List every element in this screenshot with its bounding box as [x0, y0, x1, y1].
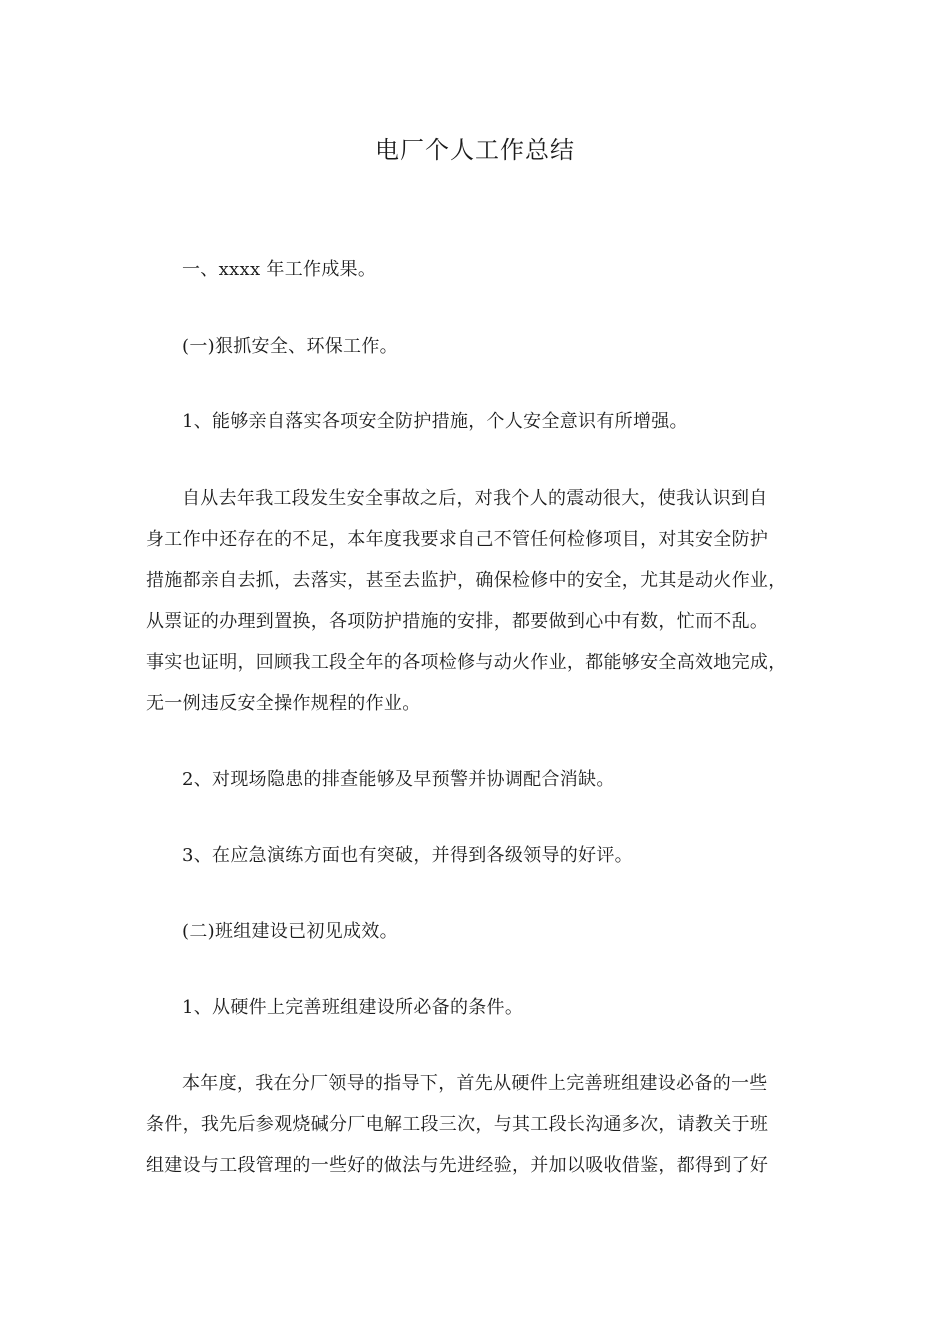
paragraph-line: 自从去年我工段发生安全事故之后，对我个人的震动很大，使我认识到自	[182, 488, 768, 509]
document-title: 电厂个人工作总结	[375, 136, 575, 164]
item-heading-1-2: 2、对现场隐患的排查能够及早预警并协调配合消缺。	[182, 769, 615, 790]
paragraph-line: 本年度，我在分厂领导的指导下，首先从硬件上完善班组建设必备的一些	[182, 1073, 768, 1094]
section-heading-1: 一、xxxx 年工作成果。	[182, 259, 377, 280]
paragraph-line: 身工作中还存在的不足，本年度我要求自己不管任何检修项目，对其安全防护	[146, 529, 769, 550]
item-heading-2-1: 1、从硬件上完善班组建设所必备的条件。	[182, 997, 524, 1018]
item-heading-1-3: 3、在应急演练方面也有突破，并得到各级领导的好评。	[182, 845, 633, 866]
paragraph-line: 事实也证明，回顾我工段全年的各项检修与动火作业，都能够安全高效地完成，	[146, 652, 787, 673]
paragraph-line: 措施都亲自去抓，去落实，甚至去监护，确保检修中的安全，尤其是动火作业，	[146, 570, 787, 591]
paragraph-line: 无一例违反安全操作规程的作业。	[146, 693, 421, 714]
paragraph-line: 条件，我先后参观烧碱分厂电解工段三次，与其工段长沟通多次，请教关于班	[146, 1114, 769, 1135]
subsection-heading-2: (二)班组建设已初见成效。	[182, 921, 398, 942]
subsection-heading-1: (一)狠抓安全、环保工作。	[182, 336, 398, 357]
item-heading-1-1: 1、能够亲自落实各项安全防护措施，个人安全意识有所增强。	[182, 411, 688, 432]
paragraph-line: 从票证的办理到置换，各项防护措施的安排，都要做到心中有数，忙而不乱。	[146, 611, 769, 632]
paragraph-line: 组建设与工段管理的一些好的做法与先进经验，并加以吸收借鉴，都得到了好	[146, 1155, 769, 1176]
